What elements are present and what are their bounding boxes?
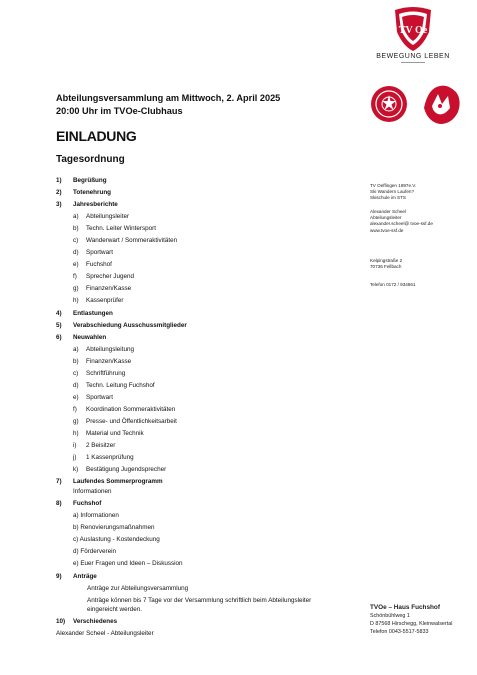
- phone-info: Telefon 0172 / 934661: [370, 282, 416, 287]
- agenda-item: 1) Begrüßung: [56, 177, 107, 184]
- agenda-subitem: f) Sprecher Jugend: [73, 273, 134, 281]
- agenda-list: [56, 175, 356, 640]
- agenda-item: 2) Totenehrung: [56, 189, 112, 197]
- shield-logo-icon: [393, 6, 433, 52]
- agenda-item: 6) Neuwahlen: [56, 333, 107, 341]
- agenda-item: 4) Entlastungen: [56, 309, 113, 317]
- agenda-subitem: b) Renovierungsmaßnahmen: [73, 524, 155, 532]
- agenda-subitem: a) Abteilungsleitung: [73, 345, 134, 353]
- agenda-item: 3) Jahresberichte: [56, 201, 118, 209]
- agenda-subitem: a) Informationen: [73, 512, 119, 520]
- agenda-subitem: g) Finanzen/Kasse: [73, 285, 132, 293]
- club-logo: [372, 6, 454, 64]
- agenda-subitem: d) Förderverein: [73, 548, 117, 556]
- agenda-item: 5) Verabschiedung Ausschussmitglieder: [56, 321, 187, 329]
- agenda-subitem: a) Abteilungsleiter: [73, 213, 130, 221]
- agenda-item-note: Anträge können bis 7 Tage vor der Versammlung schriftlich beim Abteilungsleiter: [87, 596, 312, 604]
- agenda-subitem: e) Fuchshof: [73, 261, 112, 269]
- agenda-heading: Tagesordnung: [56, 154, 125, 165]
- ski-school-seal-icon: [371, 86, 407, 122]
- logo-divider-icon: [401, 61, 425, 64]
- agenda-subitem: g) Presse- und Öffentlichkeitsarbeit: [73, 417, 177, 425]
- agenda-subitem: e) Sportwart: [73, 393, 113, 401]
- agenda-item-note: Anträge zur Abteilungsversammlung: [87, 584, 189, 592]
- address-info: Kelpingstraße 2 70736 Fellbach: [370, 258, 403, 270]
- agenda-subitem: d) Techn. Leitung Fuchshof: [73, 381, 155, 389]
- agenda-item-note: eingereicht werden.: [87, 605, 142, 613]
- logo-text: BEWEGUNG LEBEN: [376, 53, 450, 60]
- agenda-item: 7) Laufendes Sommerprogramm: [56, 478, 163, 486]
- seal-row: [368, 82, 464, 128]
- agenda-subitem: c) Schriftführung: [73, 369, 126, 377]
- org-info: TV Oeffingen 1897e.V. Ski Wandern Laufen? Skischule im STS: [370, 183, 417, 201]
- agenda-subitem: h) Material und Technik: [73, 429, 144, 437]
- agenda-subitem: b) Finanzen/Kasse: [73, 357, 132, 365]
- page-title: EINLADUNG: [56, 128, 137, 144]
- contact-email-link[interactable]: alexander.scheel@ tvoe-ssf.de: [370, 221, 433, 227]
- fuchshof-info: TVOe – Haus Fuchshof Schönbühlweg 1 D 87568 Hirschegg, Kleinwalsertal Telefon 0043-5517-5833: [370, 604, 453, 635]
- agenda-subitem: j) 1 Kassenprüfung: [73, 454, 134, 462]
- agenda-item-note: Informationen: [73, 488, 112, 496]
- agenda-subitem: f) Koordination Sommeraktivitäten: [73, 405, 176, 413]
- svg-text:TV Oe: TV Oe: [398, 25, 428, 36]
- agenda-subitem: k) Bestätigung Jugendsprecher: [73, 466, 167, 474]
- agenda-subitem: c) Auslastung - Kostendeckung: [73, 536, 160, 544]
- website-link[interactable]: www.tvoe-ssf.de: [370, 227, 404, 233]
- agenda-subitem: h) Kassenprüfer: [73, 297, 124, 305]
- meeting-date: Abteilungsversammlung am Mittwoch, 2. April 2025: [56, 93, 281, 103]
- agenda-subitem: i) 2 Beisitzer: [73, 442, 116, 450]
- agenda-item: 10) Verschiedenes: [56, 617, 118, 625]
- agenda-item: 9) Anträge: [56, 572, 97, 580]
- fox-seal-icon: [424, 86, 460, 124]
- agenda-subitem: c) Wanderwart / Sommeraktivitäten: [73, 237, 178, 245]
- agenda-item: 8) Fuchshof: [56, 500, 102, 508]
- agenda-subitem: b) Techn. Leiter Wintersport: [73, 225, 156, 233]
- agenda-subitem: e) Euer Fragen und Ideen – Diskussion: [73, 560, 183, 568]
- meeting-info: [56, 92, 280, 118]
- agenda-subitem: d) Sportwart: [73, 249, 113, 257]
- signature-line: Alexander Scheel - Abteilungsleiter: [56, 629, 154, 637]
- meeting-time-place: 20:00 Uhr im TVOe-Clubhaus: [56, 106, 183, 116]
- contact-info: Alexander Scheel Abteilungsleiter alexander.scheel@ tvoe-ssf.de www.tvoe-ssf.de: [370, 209, 433, 233]
